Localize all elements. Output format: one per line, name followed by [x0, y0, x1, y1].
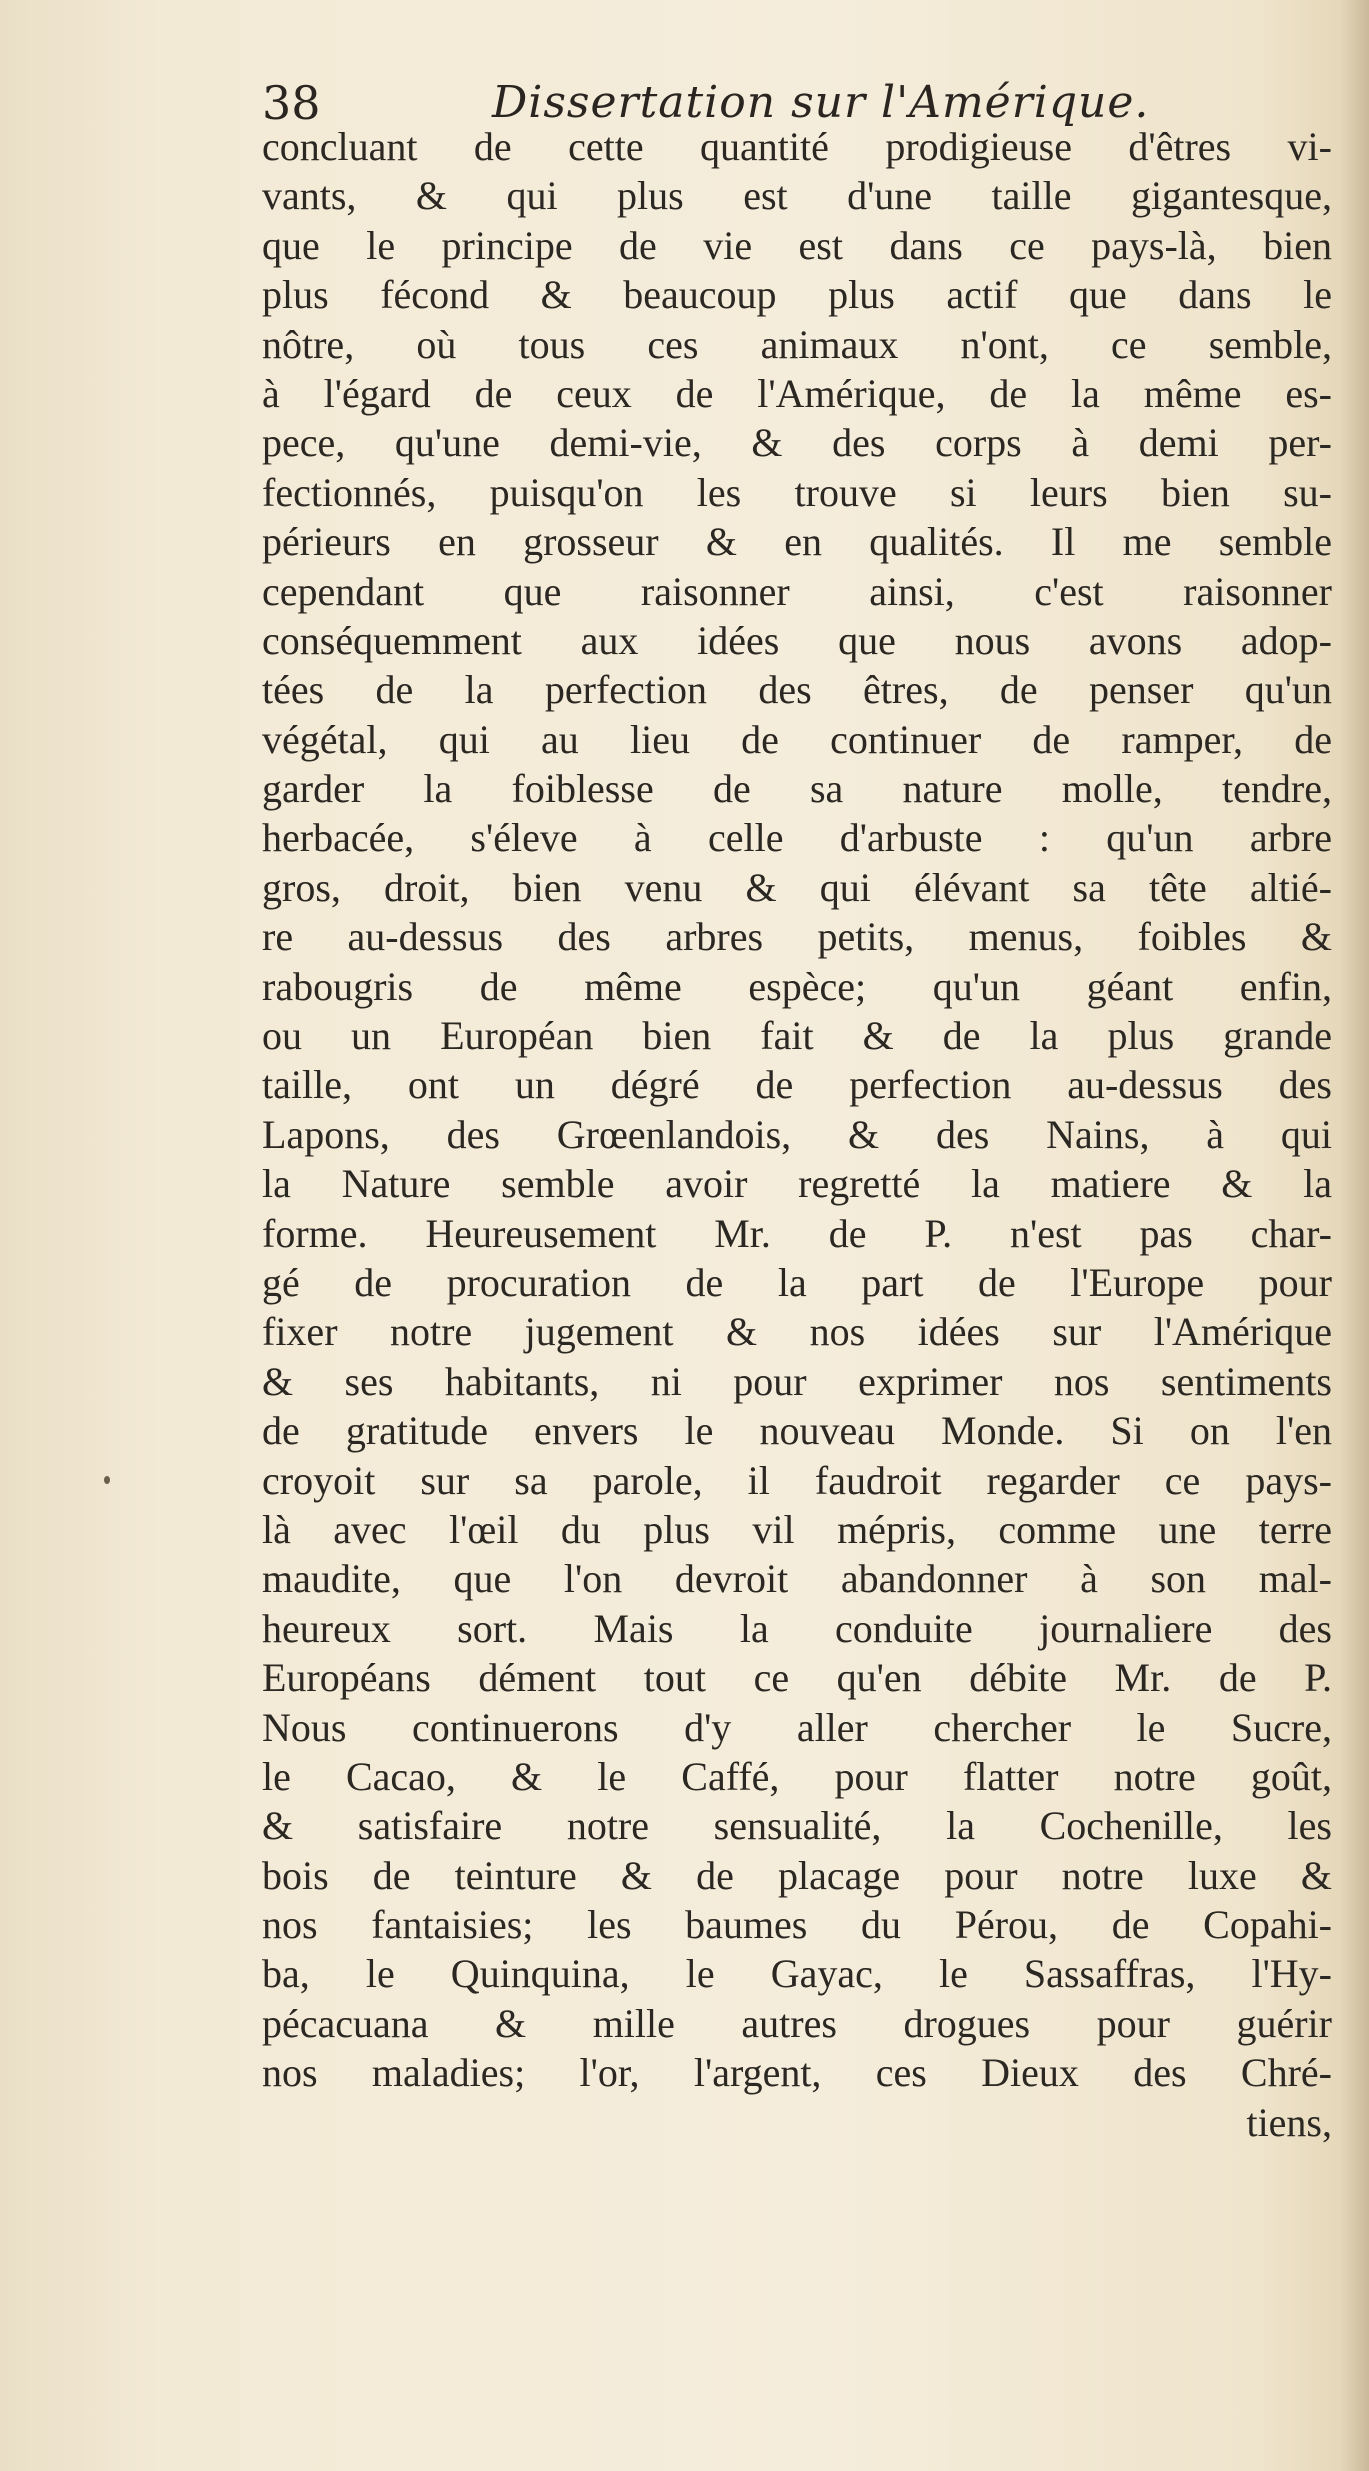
text-line: forme. Heureusement Mr. de P. n'est pas char- [262, 1210, 1332, 1256]
catchword-line: tiens, [1246, 2099, 1332, 2145]
text-line: nos fantaisies; les baumes du Pérou, de Copahi- [262, 1902, 1332, 1948]
text-line: cependant que raisonner ainsi, c'est raisonner [262, 568, 1332, 614]
text-line: rabougris de même espèce; qu'un géant enfin, [262, 963, 1332, 1009]
body-text [262, 122, 1332, 2147]
text-line: gé de procuration de la part de l'Europe pour [262, 1259, 1332, 1305]
text-line: nos maladies; l'or, l'argent, ces Dieux des Chré- [262, 2050, 1332, 2096]
text-line: fectionnés, puisqu'on les trouve si leurs bien su- [262, 469, 1332, 515]
text-line: le Cacao, & le Caffé, pour flatter notre goût, [262, 1753, 1332, 1799]
text-line: & ses habitants, ni pour exprimer nos sentiments [262, 1358, 1332, 1404]
text-line: herbacée, s'éleve à celle d'arbuste : qu'un arbre [262, 815, 1332, 861]
margin-ink-spot [104, 1476, 110, 1484]
text-line: la Nature semble avoir regretté la matiere & la [262, 1161, 1332, 1207]
running-head-title: Dissertation sur l'Amérique. [492, 77, 1150, 128]
page-number: 38 [262, 76, 321, 130]
text-line: de gratitude envers le nouveau Monde. Si on l'en [262, 1408, 1332, 1454]
text-line: re au-dessus des arbres petits, menus, foibles & [262, 914, 1332, 960]
text-line: plus fécond & beaucoup plus actif que dans le [262, 272, 1332, 318]
text-line: ou un Européan bien fait & de la plus grande [262, 1013, 1332, 1059]
text-line: ba, le Quinquina, le Gayac, le Sassaffras, l'Hy- [262, 1951, 1332, 1997]
text-line: tées de la perfection des êtres, de penser qu'un [262, 667, 1332, 713]
text-line: vants, & qui plus est d'une taille gigantesque, [262, 173, 1332, 219]
text-line: conséquemment aux idées que nous avons adop- [262, 617, 1332, 663]
text-line: pécacuana & mille autres drogues pour guérir [262, 2000, 1332, 2046]
text-line: à l'égard de ceux de l'Amérique, de la même es- [262, 370, 1332, 416]
text-line: taille, ont un dégré de perfection au-dessus des [262, 1062, 1332, 1108]
text-line: heureux sort. Mais la conduite journaliere des [262, 1605, 1332, 1651]
text-line: Nous continuerons d'y aller chercher le Sucre, [262, 1704, 1332, 1750]
text-line: Européans dément tout ce qu'en débite Mr. de P. [262, 1655, 1332, 1701]
text-line: & satisfaire notre sensualité, la Cochenille, les [262, 1803, 1332, 1849]
page-edge-shadow [1339, 0, 1369, 2471]
text-line: maudite, que l'on devroit abandonner à son mal- [262, 1556, 1332, 1602]
text-line: que le principe de vie est dans ce pays-là, bien [262, 222, 1332, 268]
text-line: gros, droit, bien venu & qui élévant sa tête altié- [262, 864, 1332, 910]
text-line: périeurs en grosseur & en qualités. Il me semble [262, 519, 1332, 565]
text-line: fixer notre jugement & nos idées sur l'Amérique [262, 1309, 1332, 1355]
text-line: pece, qu'une demi-vie, & des corps à demi per- [262, 420, 1332, 466]
text-line: croyoit sur sa parole, il faudroit regarder ce pays- [262, 1457, 1332, 1503]
text-line: Lapons, des Grœenlandois, & des Nains, à qui [262, 1111, 1332, 1157]
text-line: bois de teinture & de placage pour notre luxe & [262, 1852, 1332, 1898]
text-line: garder la foiblesse de sa nature molle, tendre, [262, 766, 1332, 812]
text-line: là avec l'œil du plus vil mépris, comme une terre [262, 1506, 1332, 1552]
text-line: végétal, qui au lieu de continuer de ramper, de [262, 716, 1332, 762]
text-line: concluant de cette quantité prodigieuse d'êtres vi- [262, 124, 1332, 169]
text-line: nôtre, où tous ces animaux n'ont, ce semble, [262, 321, 1332, 367]
